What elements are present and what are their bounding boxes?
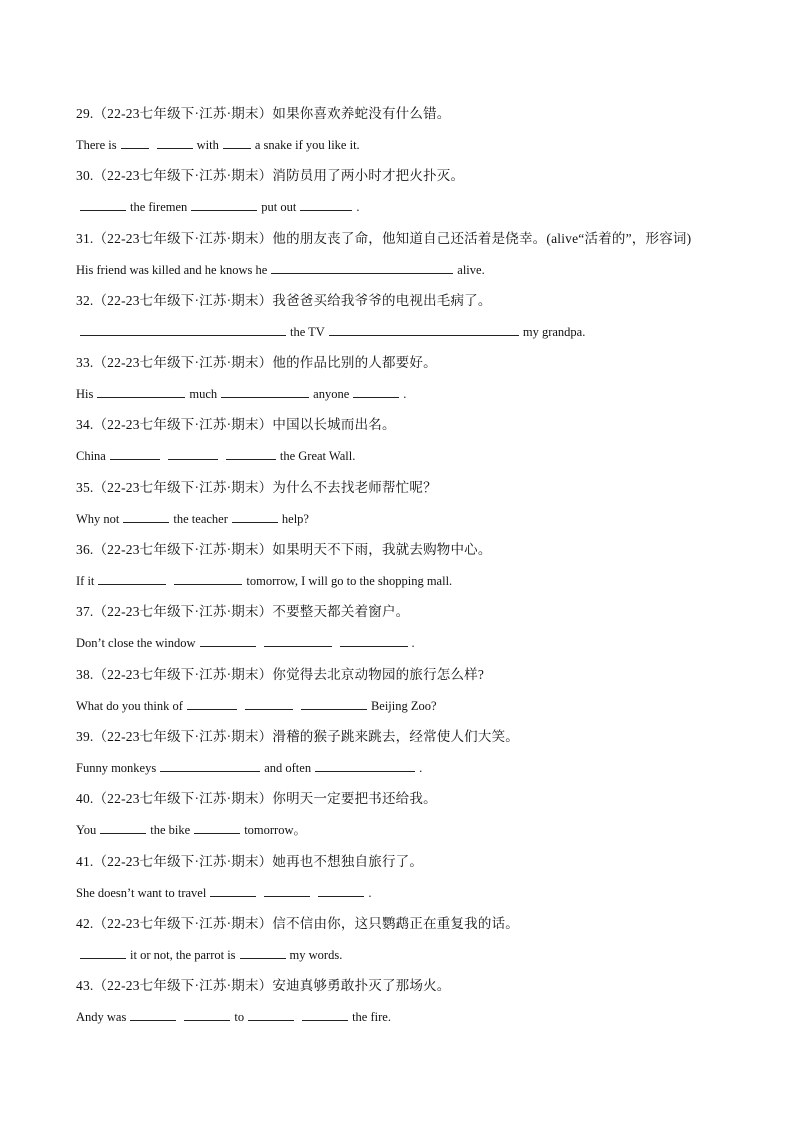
answer-text: She doesn’t want to travel bbox=[76, 885, 207, 900]
question-prompt-line bbox=[76, 478, 736, 498]
question-prompt-line bbox=[76, 353, 736, 373]
question-number-dot: . bbox=[89, 106, 94, 121]
question-item bbox=[76, 229, 736, 291]
answer-blank[interactable] bbox=[240, 946, 286, 959]
answer-line bbox=[76, 571, 736, 591]
answer-line bbox=[76, 1007, 736, 1027]
question-number: 36 bbox=[76, 542, 90, 558]
question-prompt-line bbox=[76, 976, 736, 996]
answer-blank[interactable] bbox=[187, 697, 237, 710]
question-number: 35 bbox=[76, 479, 90, 495]
answer-text: If it bbox=[76, 574, 95, 589]
answer-text: You bbox=[76, 823, 97, 838]
answer-blank[interactable] bbox=[130, 1008, 176, 1021]
answer-line bbox=[76, 696, 736, 716]
answer-blank[interactable] bbox=[194, 821, 240, 834]
question-number: 37 bbox=[76, 604, 90, 620]
question-number-dot: . bbox=[89, 728, 94, 744]
answer-blank[interactable] bbox=[300, 198, 352, 211]
answer-blank[interactable] bbox=[100, 821, 146, 834]
question-item bbox=[76, 727, 736, 789]
question-source: （22-23七年级下·江苏·期末） bbox=[93, 542, 273, 558]
answer-text: China bbox=[76, 449, 106, 464]
answer-blank[interactable] bbox=[302, 1008, 348, 1021]
answer-text: . bbox=[356, 200, 360, 215]
question-prompt-line bbox=[76, 665, 736, 685]
question-source: （22-23七年级下·江苏·期末） bbox=[93, 666, 273, 682]
question-source: （22-23七年级下·江苏·期末） bbox=[93, 479, 273, 495]
answer-blank[interactable] bbox=[329, 323, 519, 336]
question-source: （22-23七年级下·江苏·期末） bbox=[93, 168, 273, 184]
answer-text: Don’t close the window bbox=[76, 636, 196, 651]
answer-text: Why not bbox=[76, 511, 120, 526]
question-chinese-prompt: 如果你喜欢养蛇没有什么错。 bbox=[272, 106, 451, 121]
answer-text: His friend was killed and he knows he bbox=[76, 262, 268, 277]
question-number-dot: . bbox=[89, 542, 94, 558]
answer-blank[interactable] bbox=[174, 572, 242, 585]
question-source: （22-23七年级下·江苏·期末） bbox=[93, 355, 273, 371]
answer-blank[interactable] bbox=[223, 136, 251, 149]
answer-blank[interactable] bbox=[340, 634, 408, 647]
answer-line bbox=[76, 633, 736, 653]
answer-text: Andy was bbox=[76, 1010, 127, 1025]
question-prompt-line bbox=[76, 727, 736, 747]
answer-blank[interactable] bbox=[221, 385, 309, 398]
answer-text: much bbox=[189, 387, 218, 402]
answer-blank[interactable] bbox=[301, 697, 367, 710]
answer-blank[interactable] bbox=[200, 634, 256, 647]
question-chinese-prompt: 他的朋友丧了命，他知道自己还活着是侥幸。(alive“活着的”，形容词) bbox=[272, 230, 692, 246]
answer-text: Funny monkeys bbox=[76, 760, 157, 775]
answer-blank[interactable] bbox=[80, 323, 286, 336]
answer-text: help? bbox=[281, 511, 309, 526]
question-item bbox=[76, 665, 736, 727]
answer-blank[interactable] bbox=[80, 198, 126, 211]
answer-text: There is bbox=[76, 138, 117, 152]
question-item bbox=[76, 415, 736, 477]
answer-text: put out bbox=[261, 200, 297, 215]
question-chinese-prompt: 为什么不去找老师帮忙呢？ bbox=[272, 479, 437, 495]
question-number: 30 bbox=[76, 168, 90, 184]
question-prompt-line bbox=[76, 229, 736, 249]
question-item bbox=[76, 166, 736, 228]
question-chinese-prompt: 你觉得去北京动物园的旅行怎么样? bbox=[272, 666, 485, 682]
answer-text: alive. bbox=[457, 262, 485, 277]
question-item bbox=[76, 478, 736, 540]
question-number: 41 bbox=[76, 853, 90, 869]
question-number: 33 bbox=[76, 355, 90, 371]
question-number: 32 bbox=[76, 292, 90, 308]
answer-blank[interactable] bbox=[271, 261, 453, 274]
question-item bbox=[76, 540, 736, 602]
question-number-dot: . bbox=[89, 604, 94, 620]
answer-blank[interactable] bbox=[315, 759, 415, 772]
answer-text: and often bbox=[264, 760, 312, 775]
answer-line bbox=[76, 135, 736, 155]
answer-line bbox=[76, 945, 736, 965]
question-prompt-line bbox=[76, 415, 736, 435]
question-source: （22-23七年级下·江苏·期末） bbox=[93, 106, 273, 121]
question-prompt-line bbox=[76, 291, 736, 311]
answer-text: the TV bbox=[290, 324, 325, 339]
answer-line bbox=[76, 260, 736, 280]
answer-text: to bbox=[234, 1010, 245, 1025]
question-prompt-line bbox=[76, 104, 736, 124]
answer-blank[interactable] bbox=[245, 697, 293, 710]
answer-text: tomorrow。 bbox=[244, 823, 307, 838]
answer-text: a snake if you like it. bbox=[254, 138, 360, 152]
question-source: （22-23七年级下·江苏·期末） bbox=[93, 853, 273, 869]
answer-text: . bbox=[368, 885, 372, 900]
answer-text: anyone bbox=[313, 387, 350, 402]
answer-line bbox=[76, 820, 736, 840]
answer-line bbox=[76, 384, 736, 404]
answer-blank[interactable] bbox=[191, 198, 257, 211]
question-number: 42 bbox=[76, 915, 90, 931]
question-chinese-prompt: 消防员用了两小时才把火扑灭。 bbox=[272, 168, 465, 184]
answer-blank[interactable] bbox=[168, 447, 218, 460]
question-number: 40 bbox=[76, 791, 90, 807]
question-prompt-line bbox=[76, 540, 736, 560]
answer-text: the firemen bbox=[130, 200, 188, 215]
question-chinese-prompt: 你明天一定要把书还给我。 bbox=[272, 791, 437, 807]
question-chinese-prompt: 她再也不想独自旅行了。 bbox=[272, 853, 424, 869]
question-item bbox=[76, 291, 736, 353]
answer-text: with bbox=[196, 138, 219, 152]
question-number-dot: . bbox=[89, 791, 94, 807]
question-number-dot: . bbox=[89, 853, 94, 869]
question-number: 39 bbox=[76, 728, 90, 744]
answer-line bbox=[76, 758, 736, 778]
answer-line bbox=[76, 446, 736, 466]
answer-blank[interactable] bbox=[110, 447, 160, 460]
question-chinese-prompt: 他的作品比别的人都要好。 bbox=[272, 355, 437, 371]
answer-blank[interactable] bbox=[98, 572, 166, 585]
answer-line bbox=[76, 322, 736, 342]
question-number: 38 bbox=[76, 666, 90, 682]
question-chinese-prompt: 如果明天不下雨，我就去购物中心。 bbox=[272, 542, 492, 558]
answer-blank[interactable] bbox=[160, 759, 260, 772]
question-item bbox=[76, 104, 736, 166]
question-source: （22-23七年级下·江苏·期末） bbox=[93, 728, 273, 744]
answer-text: the Great Wall. bbox=[279, 449, 356, 464]
answer-text: my words. bbox=[289, 947, 343, 962]
answer-blank[interactable] bbox=[318, 884, 364, 897]
question-prompt-line bbox=[76, 166, 736, 186]
question-number: 29 bbox=[76, 106, 90, 121]
answer-blank[interactable] bbox=[210, 884, 256, 897]
question-item bbox=[76, 602, 736, 664]
question-chinese-prompt: 安迪真够勇敢扑灭了那场火。 bbox=[272, 978, 451, 994]
answer-text: . bbox=[403, 387, 407, 402]
question-item bbox=[76, 353, 736, 415]
answer-text: His bbox=[76, 387, 94, 402]
question-chinese-prompt: 不要整天都关着窗户。 bbox=[272, 604, 410, 620]
question-source: （22-23七年级下·江苏·期末） bbox=[93, 978, 273, 994]
question-chinese-prompt: 滑稽的猴子跳来跳去，经常使人们大笑。 bbox=[272, 728, 519, 744]
answer-text: . bbox=[419, 760, 423, 775]
question-item bbox=[76, 789, 736, 851]
answer-blank[interactable] bbox=[248, 1008, 294, 1021]
answer-text: the bike bbox=[150, 823, 191, 838]
question-source: （22-23七年级下·江苏·期末） bbox=[93, 604, 273, 620]
question-number: 43 bbox=[76, 978, 90, 994]
question-chinese-prompt: 中国以长城而出名。 bbox=[272, 417, 396, 433]
answer-blank[interactable] bbox=[353, 385, 399, 398]
question-source: （22-23七年级下·江苏·期末） bbox=[93, 230, 273, 246]
question-number-dot: . bbox=[89, 292, 94, 308]
answer-blank[interactable] bbox=[157, 136, 193, 149]
answer-text: Beijing Zoo? bbox=[370, 698, 437, 713]
answer-line bbox=[76, 197, 736, 217]
answer-blank[interactable] bbox=[264, 884, 310, 897]
answer-blank[interactable] bbox=[80, 946, 126, 959]
question-item bbox=[76, 976, 736, 1038]
question-number-dot: . bbox=[89, 666, 94, 682]
answer-text: it or not, the parrot is bbox=[130, 947, 236, 962]
answer-blank[interactable] bbox=[264, 634, 332, 647]
question-prompt-line bbox=[76, 602, 736, 622]
answer-blank[interactable] bbox=[123, 510, 169, 523]
answer-text: What do you think of bbox=[76, 698, 183, 713]
question-item bbox=[76, 914, 736, 976]
answer-text: the teacher bbox=[173, 511, 228, 526]
question-number-dot: . bbox=[89, 417, 94, 433]
exercise-list bbox=[76, 104, 736, 1038]
answer-text: . bbox=[411, 636, 415, 651]
answer-blank[interactable] bbox=[232, 510, 278, 523]
answer-blank[interactable] bbox=[121, 136, 149, 149]
question-number-dot: . bbox=[89, 168, 94, 184]
question-prompt-line bbox=[76, 852, 736, 872]
question-source: （22-23七年级下·江苏·期末） bbox=[93, 292, 273, 308]
question-number-dot: . bbox=[89, 355, 94, 371]
answer-line bbox=[76, 509, 736, 529]
answer-line bbox=[76, 883, 736, 903]
question-number-dot: . bbox=[89, 915, 94, 931]
question-source: （22-23七年级下·江苏·期末） bbox=[93, 791, 273, 807]
question-item bbox=[76, 852, 736, 914]
question-prompt-line bbox=[76, 914, 736, 934]
answer-blank[interactable] bbox=[184, 1008, 230, 1021]
answer-blank[interactable] bbox=[97, 385, 185, 398]
question-number: 31 bbox=[76, 230, 90, 246]
question-number-dot: . bbox=[89, 230, 94, 246]
answer-text: the fire. bbox=[352, 1010, 391, 1025]
answer-text: my grandpa. bbox=[522, 324, 586, 339]
question-source: （22-23七年级下·江苏·期末） bbox=[93, 915, 273, 931]
question-source: （22-23七年级下·江苏·期末） bbox=[93, 417, 273, 433]
question-chinese-prompt: 我爸爸买给我爷爷的电视出毛病了。 bbox=[272, 292, 492, 308]
question-prompt-line bbox=[76, 789, 736, 809]
answer-text: tomorrow, I will go to the shopping mall. bbox=[246, 574, 453, 589]
question-number: 34 bbox=[76, 417, 90, 433]
question-number-dot: . bbox=[89, 978, 94, 994]
answer-blank[interactable] bbox=[226, 447, 276, 460]
question-number-dot: . bbox=[89, 479, 94, 495]
question-chinese-prompt: 信不信由你，这只鹦鹉正在重复我的话。 bbox=[272, 915, 519, 931]
